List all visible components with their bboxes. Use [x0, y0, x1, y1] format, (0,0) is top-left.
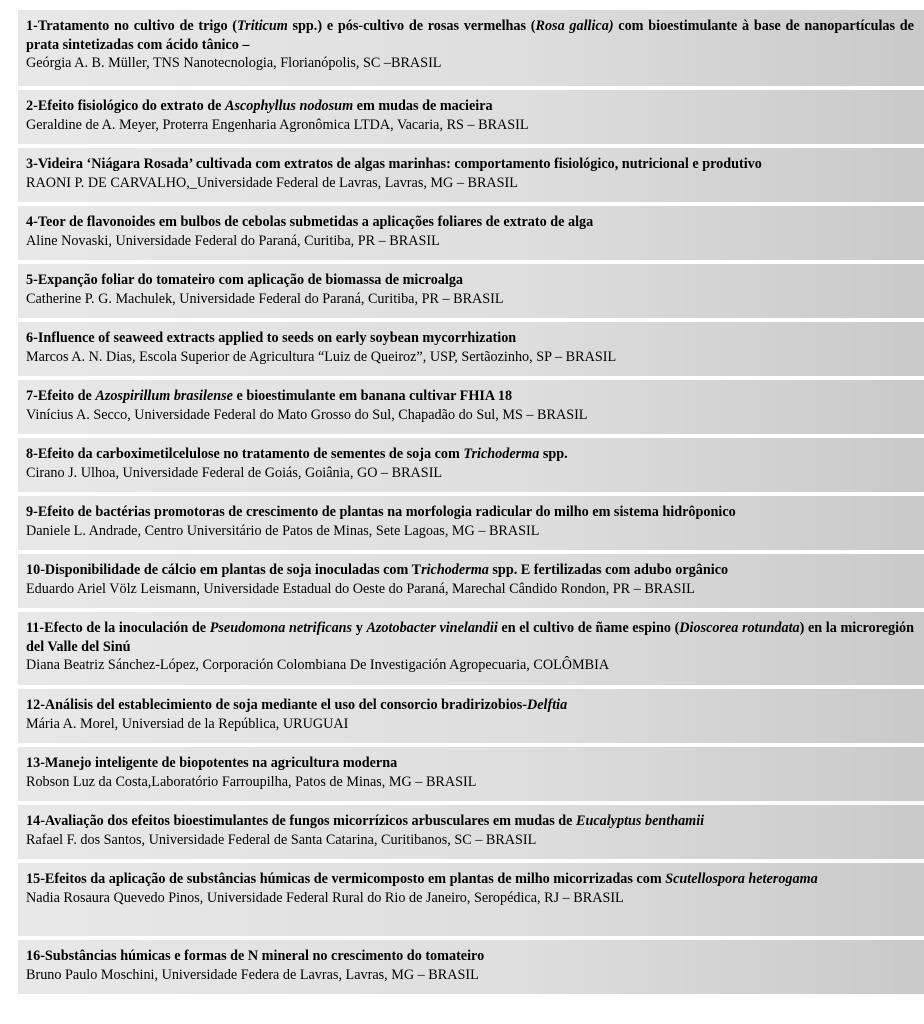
entry-title: 10-Disponibilidade de cálcio em plantas de soja inoculadas com Trichoderma spp. E fertilizadas com adubo orgânico: [26, 562, 729, 578]
entry-title: 14-Avaliação dos efeitos bioestimulantes de fungos micorrízicos arbusculares em mudas de Eucalyptus benthamii: [26, 813, 705, 829]
entry-10: [18, 554, 924, 608]
entry-1: [18, 10, 924, 86]
entry-title: 5-Expanção foliar do tomateiro com aplicação de biomassa de microalga: [26, 272, 464, 288]
entry-8: [18, 438, 924, 492]
entry-author: Aline Novaski, Universidade Federal do Paraná, Curitiba, PR – BRASIL: [26, 232, 440, 249]
entry-author: Marcos A. N. Dias, Escola Superior de Agricultura “Luiz de Queiroz”, USP, Sertãozinho, SP – BRASIL: [26, 348, 617, 365]
entry-13: [18, 747, 924, 801]
entry-15: [18, 863, 924, 936]
entry-title: 2-Efeito fisiológico do extrato de Ascophyllus nodosum em mudas de macieira: [26, 98, 493, 114]
entry-16: [18, 940, 924, 994]
entry-author: Rafael F. dos Santos, Universidade Federal de Santa Catarina, Curitibanos, SC – BRASIL: [26, 831, 537, 848]
entry-title: 4-Teor de flavonoides em bulbos de cebolas submetidas a aplicações foliares de extrato de alga: [26, 214, 594, 230]
presentation-list: [18, 10, 924, 998]
entry-title: 9-Efeito de bactérias promotoras de crescimento de plantas na morfologia radicular do milho em sistema hidrôponico: [26, 504, 736, 520]
entry-5: [18, 264, 924, 318]
entry-4: [18, 206, 924, 260]
entry-title: 12-Análisis del establecimiento de soja mediante el uso del consorcio bradirizobios-Delftia: [26, 697, 568, 713]
entry-author: Daniele L. Andrade, Centro Universitário de Patos de Minas, Sete Lagoas, MG – BRASIL: [26, 522, 540, 539]
entry-title: 3-Videira ‘Niágara Rosada’ cultivada com extratos de algas marinhas: comportamento fisiológico, nutricional e produtivo: [26, 156, 762, 172]
entry-title: 13-Manejo inteligente de biopotentes na agricultura moderna: [26, 755, 398, 771]
entry-author: Cirano J. Ulhoa, Universidade Federal de Goiás, Goiânia, GO – BRASIL: [26, 464, 443, 481]
entry-3: [18, 148, 924, 202]
entry-2: [18, 90, 924, 144]
entry-author: Geórgia A. B. Müller, TNS Nanotecnologia, Florianópolis, SC –BRASIL: [26, 55, 442, 71]
entry-title: 16-Substâncias húmicas e formas de N mineral no crescimento do tomateiro: [26, 948, 485, 964]
entry-author: Diana Beatriz Sánchez-López, Corporación Colombiana De Investigación Agropecuaria, COLÔMBIA: [26, 657, 610, 673]
entry-title: 6-Influence of seaweed extracts applied to seeds on early soybean mycorrhization: [26, 330, 517, 346]
entry-author: Nadia Rosaura Quevedo Pinos, Universidade Federal Rural do Rio de Janeiro, Seropédica, RJ – BRASIL: [26, 889, 624, 906]
entry-author: RAONI P. DE CARVALHO,_Universidade Federal de Lavras, Lavras, MG – BRASIL: [26, 174, 518, 191]
entry-title: 7-Efeito de Azospirillum brasilense e bioestimulante em banana cultivar FHIA 18: [26, 388, 513, 404]
entry-14: [18, 805, 924, 859]
entry-12: [18, 689, 924, 743]
entry-author: Mária A. Morel, Universiad de la República, URUGUAI: [26, 715, 349, 732]
entry-title: 15-Efeitos da aplicação de substâncias húmicas de vermicomposto em plantas de milho micorrizadas com Scutellospora heterogama: [26, 871, 818, 887]
entry-9: [18, 496, 924, 550]
entry-author: Vinícius A. Secco, Universidade Federal do Mato Grosso do Sul, Chapadão do Sul, MS – BRASIL: [26, 406, 588, 423]
entry-author: Geraldine de A. Meyer, Proterra Engenharia Agronômica LTDA, Vacaria, RS – BRASIL: [26, 116, 529, 133]
entry-title: 11-Efecto de la inoculación de Pseudomona netrificans y Azotobacter vinelandii en el cultivo de ñame espino (Dioscorea rotundata) en la microregión del Valle del Sinú: [26, 620, 915, 655]
entry-author: Catherine P. G. Machulek, Universidade Federal do Paraná, Curitiba, PR – BRASIL: [26, 290, 504, 307]
entry-author: Bruno Paulo Moschini, Universidade Federa de Lavras, Lavras, MG – BRASIL: [26, 966, 479, 983]
entry-author: Eduardo Ariel Völz Leismann, Universidade Estadual do Oeste do Paraná, Marechal Cândido Rondon, PR – BRASIL: [26, 580, 695, 597]
entry-title: 1-Tratamento no cultivo de trigo (Triticum spp.) e pós-cultivo de rosas vermelhas (Rosa gallica) com bioestimulante à base de nanopartículas de prata sintetizadas com ácido tânico –: [26, 18, 914, 53]
entry-author: Robson Luz da Costa,Laboratório Farroupilha, Patos de Minas, MG – BRASIL: [26, 773, 477, 790]
entry-title: 8-Efeito da carboximetilcelulose no tratamento de sementes de soja com Trichoderma spp.: [26, 446, 568, 462]
entry-6: [18, 322, 924, 376]
entry-7: [18, 380, 924, 434]
entry-11: [18, 612, 924, 685]
